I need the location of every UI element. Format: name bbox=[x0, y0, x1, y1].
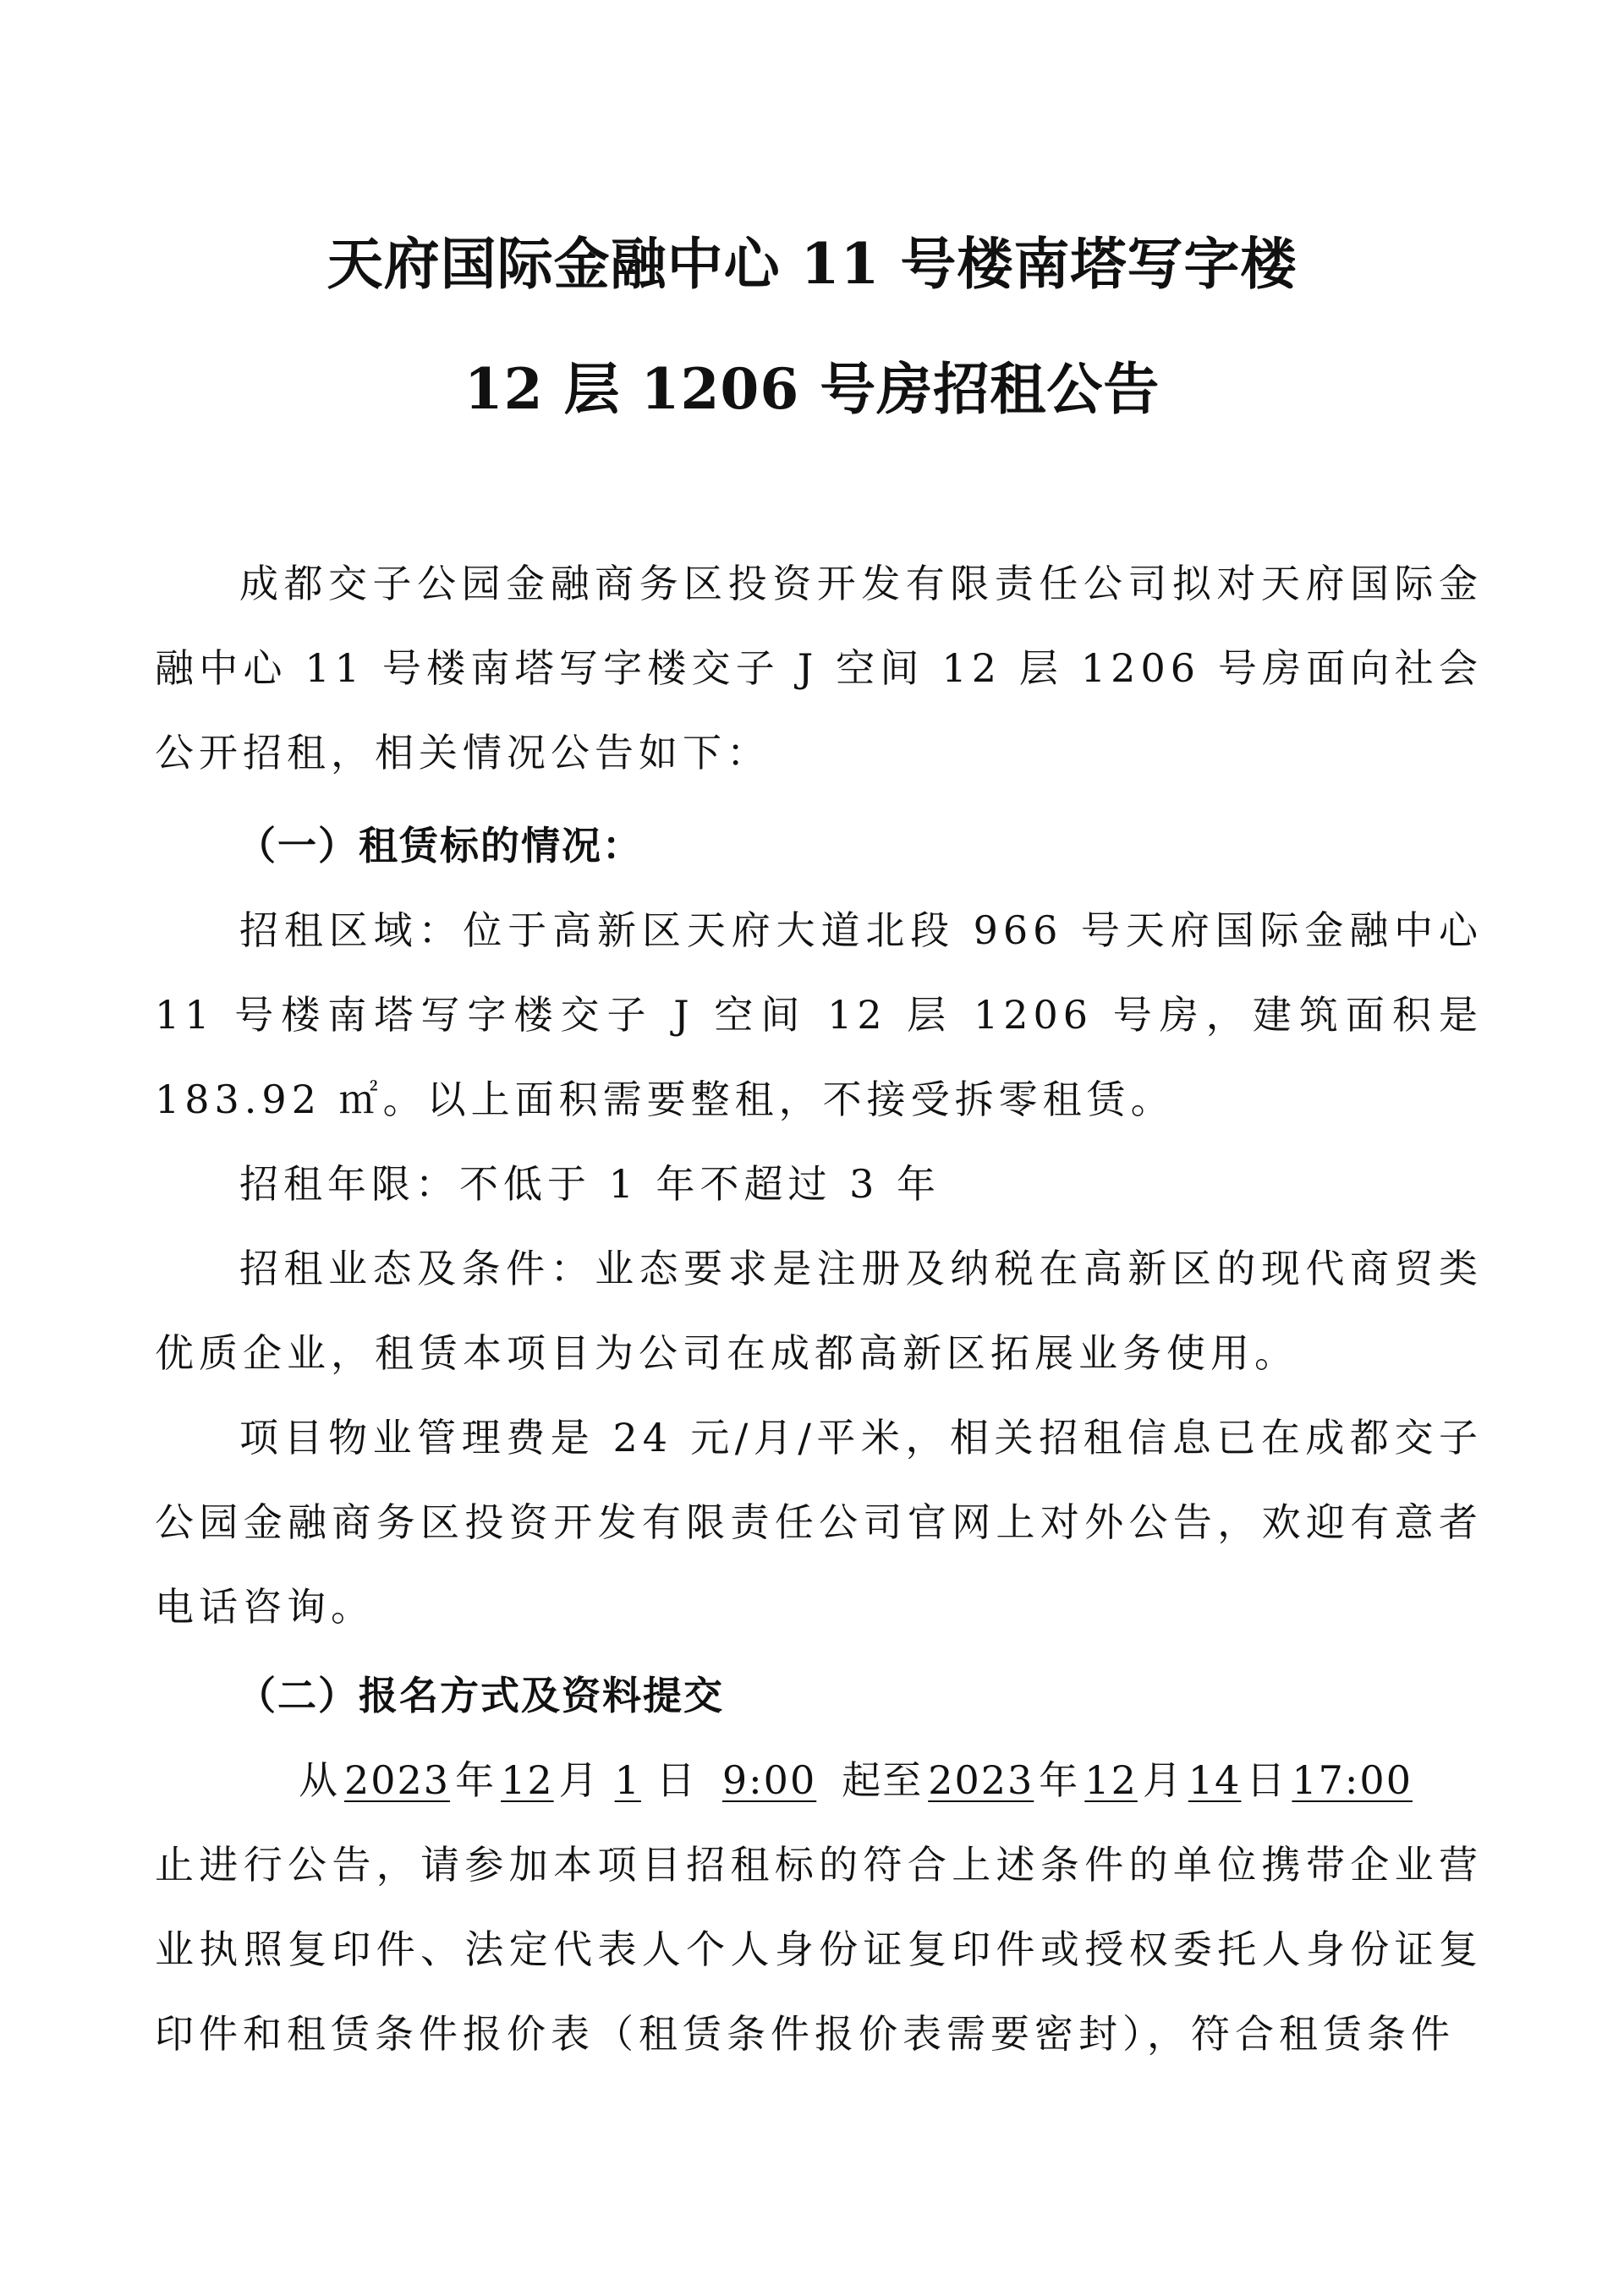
end-year-label: 年 bbox=[1039, 1757, 1080, 1803]
end-month-label: 月 bbox=[1142, 1757, 1183, 1803]
start-day-label: 日 bbox=[656, 1757, 697, 1803]
business-paragraph-block bbox=[155, 1226, 1483, 1395]
start-year-label: 年 bbox=[455, 1757, 497, 1803]
fee-paragraph-block bbox=[155, 1395, 1483, 1649]
area-paragraph: 招租区域：位于高新区天府大道北段 966 号天府国际金融中心 11 号楼南塔写字楼交子 J 空间 12 层 1206 号房，建筑面积是 183.92 ㎡。以上面积需要整租，不接受拆零租赁。 bbox=[155, 907, 1483, 1122]
schedule-line bbox=[155, 1738, 1483, 1822]
start-month-label: 月 bbox=[558, 1757, 600, 1803]
intro-paragraph-block bbox=[155, 541, 1483, 795]
from-label: 从 bbox=[299, 1757, 339, 1803]
intro-paragraph: 成都交子公园金融商务区投资开发有限责任公司拟对天府国际金融中心 11 号楼南塔写字楼交子 J 空间 12 层 1206 号房面向社会公开招租，相关情况公告如下： bbox=[155, 561, 1483, 775]
title-line-2: 12 层 1206 号房招租公告 bbox=[464, 356, 1160, 422]
start-year: 2023 bbox=[344, 1757, 451, 1803]
end-day: 14 bbox=[1188, 1757, 1242, 1803]
start-month: 12 bbox=[501, 1757, 554, 1803]
submission-paragraph-block bbox=[155, 1822, 1483, 2076]
end-year: 2023 bbox=[928, 1757, 1034, 1803]
start-day: 1 bbox=[614, 1757, 641, 1803]
section-2-heading: （二）报名方式及资料提交 bbox=[237, 1673, 724, 1718]
to-label: 起至 bbox=[842, 1757, 924, 1803]
start-time: 9:00 bbox=[721, 1757, 817, 1803]
business-paragraph: 招租业态及条件：业态要求是注册及纳税在高新区的现代商贸类优质企业，租赁本项目为公司在成都高新区拓展业务使用。 bbox=[155, 1246, 1483, 1376]
term-paragraph-block bbox=[155, 1142, 1483, 1226]
schedule-paragraph bbox=[155, 1738, 1483, 1822]
title-line-1: 天府国际金融中心 11 号楼南塔写字楼 bbox=[326, 231, 1298, 297]
end-day-label: 日 bbox=[1246, 1757, 1287, 1803]
fee-paragraph: 项目物业管理费是 24 元/月/平米，相关招租信息已在成都交子公园金融商务区投资开发有限责任公司官网上对外公告，欢迎有意者电话咨询。 bbox=[155, 1415, 1483, 1630]
submission-paragraph: 止进行公告，请参加本项目招租标的符合上述条件的单位携带企业营业执照复印件、法定代表人个人身份证复印件或授权委托人身份证复印件和租赁条件报价表（租赁条件报价表需要密封），符合租赁条件 bbox=[155, 1842, 1483, 2057]
term-paragraph: 招租年限：不低于 1 年不超过 3 年 bbox=[239, 1161, 941, 1207]
end-time: 17:00 bbox=[1292, 1757, 1413, 1803]
end-month: 12 bbox=[1084, 1757, 1138, 1803]
section-1-heading: （一）租赁标的情况： bbox=[237, 823, 643, 869]
area-paragraph-block bbox=[155, 888, 1483, 1142]
